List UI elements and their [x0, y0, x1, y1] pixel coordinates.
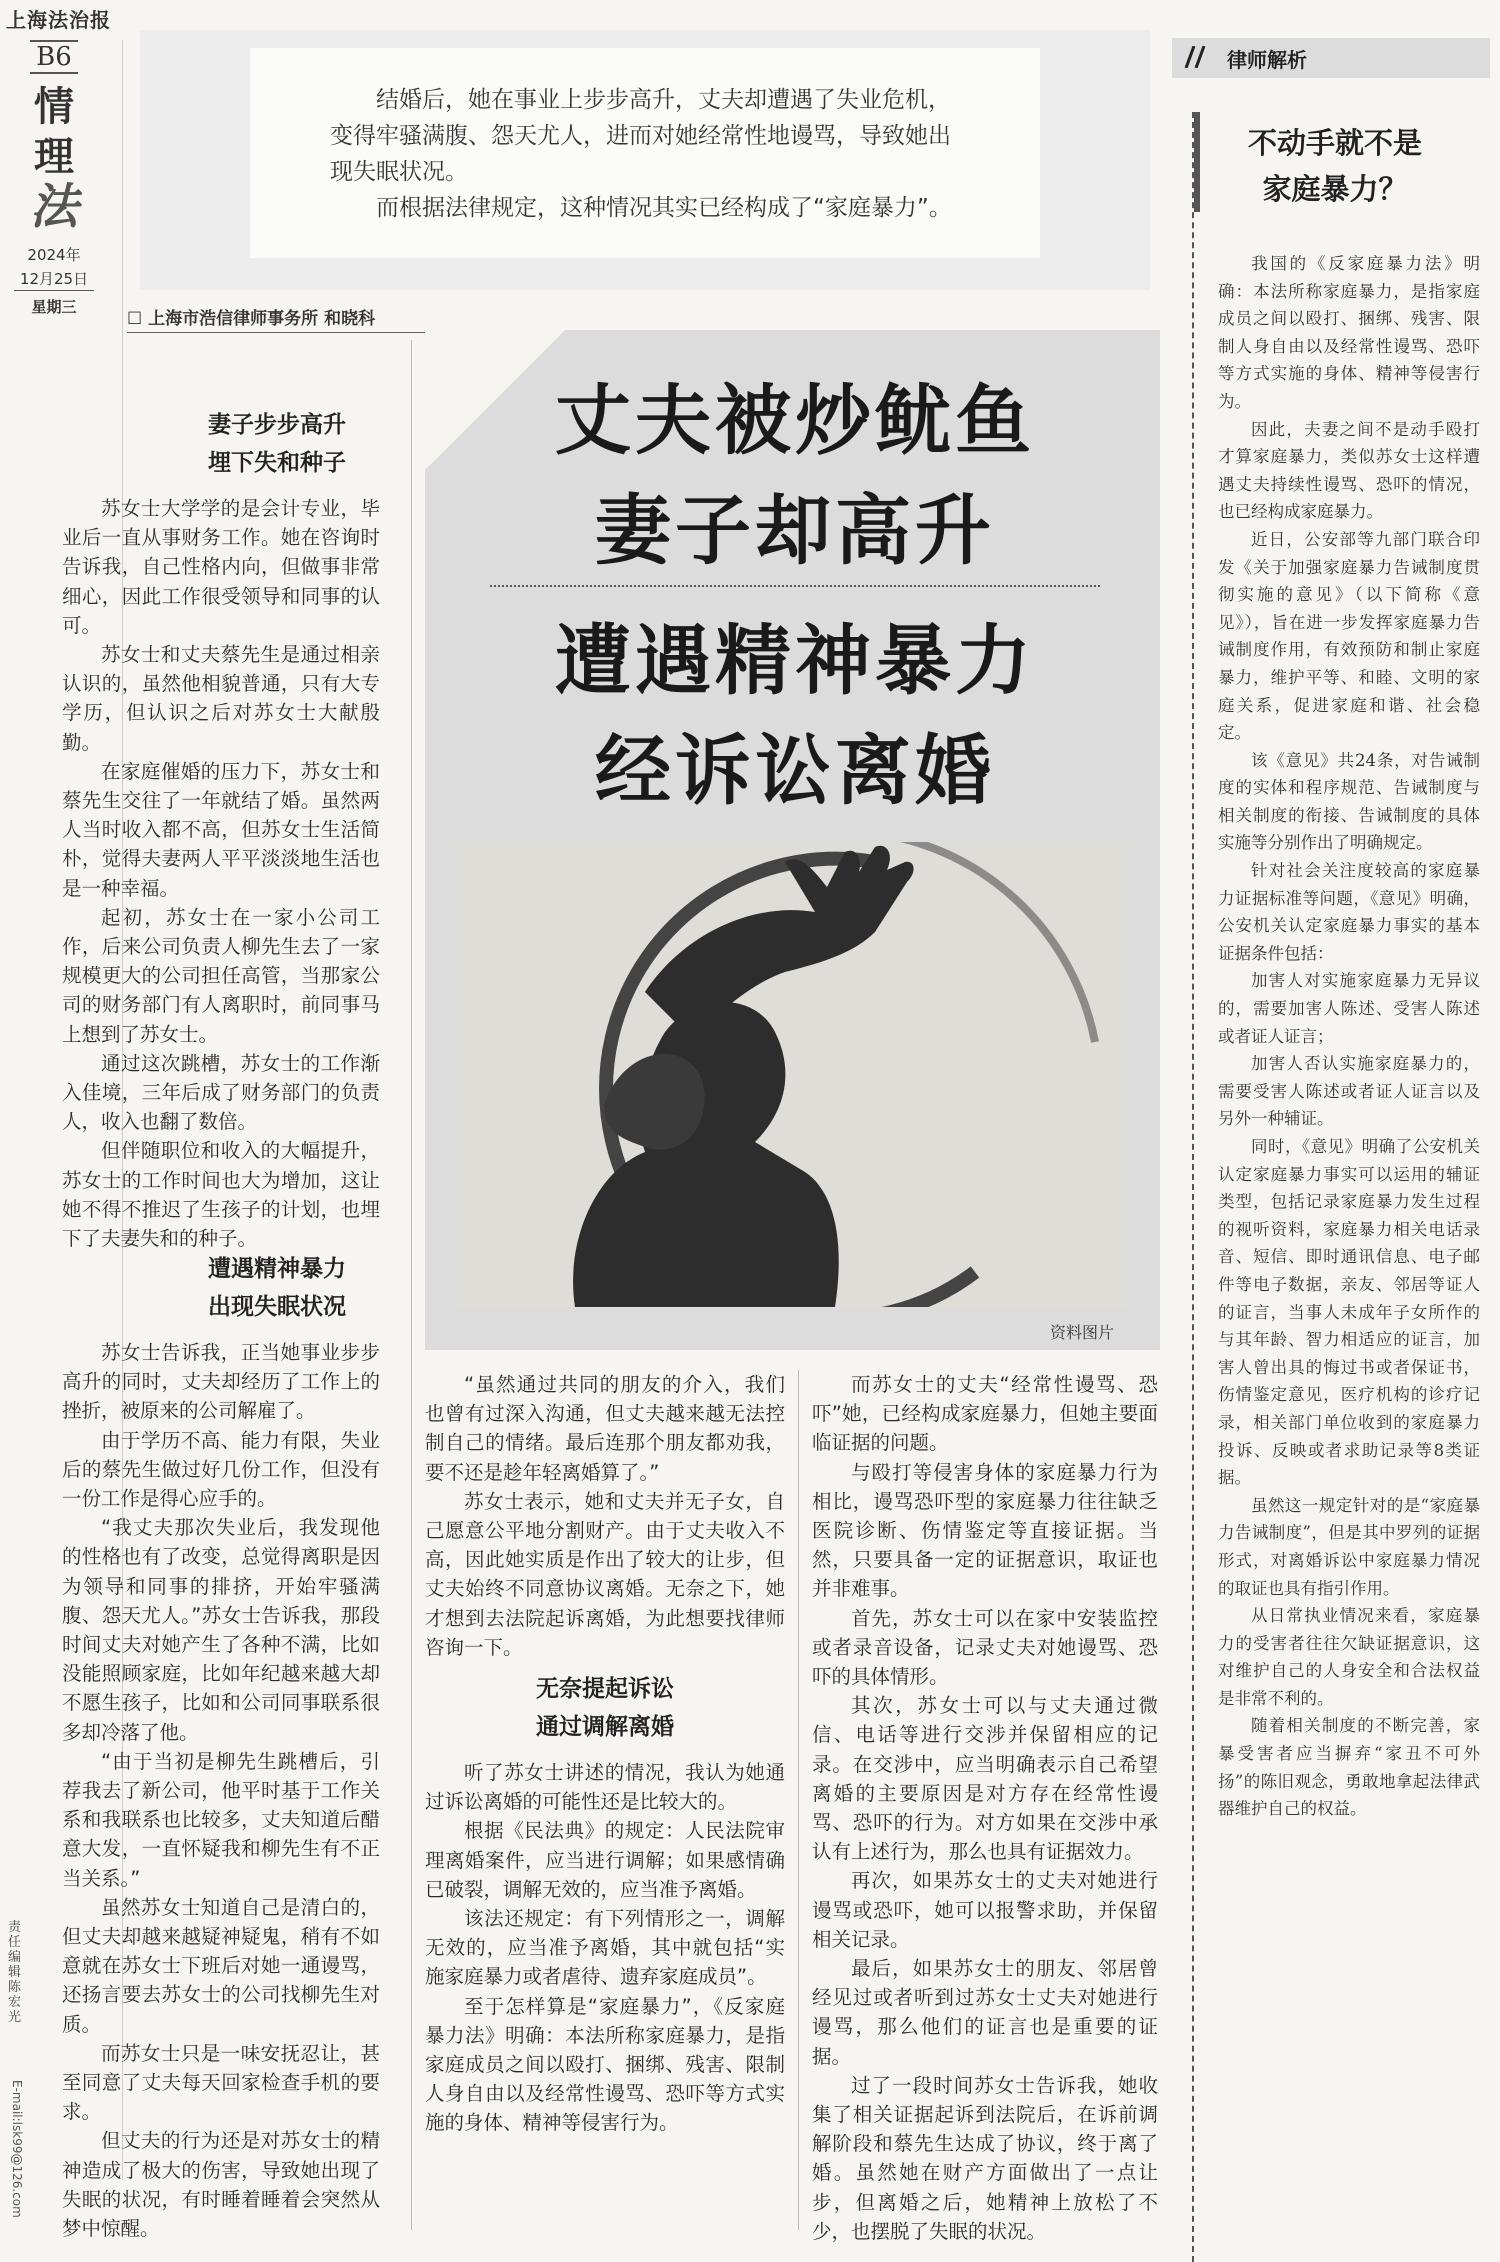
lead-text [330, 82, 970, 226]
sidebar-paragraph: 近日，公安部等九部门联合印发《关于加强家庭暴力告诫制度贯彻实施的意见》（以下简称《意见》），旨在进一步发挥家庭暴力告诫制度作用，有效预防和制止家庭暴力，维护平等、和睦、文明的家庭关系，促进家庭和谐、社会稳定。 [1218, 529, 1480, 743]
page-number: B6 [30, 40, 78, 74]
section-subhead-1 [132, 406, 422, 482]
sidebar-paragraph: 加害人对实施家庭暴力无异议的，需要加害人陈述、受害人陈述或者证人证言； [1218, 971, 1480, 1046]
sidebar-paragraph: 因此，夫妻之间不是动手殴打才算家庭暴力，类似苏女士这样遭遇丈夫持续性谩骂、恐吓的情况，也已经构成家庭暴力。 [1218, 419, 1480, 522]
column-name [26, 82, 82, 235]
body-paragraph: 但丈夫的行为还是对苏女士的精神造成了极大的伤害，导致她出现了失眠的状况，有时睡着睡着会突然从梦中惊醒。 [62, 2129, 380, 2241]
body-paragraph: 在家庭催婚的压力下，苏女士和蔡先生交往了一年就结了婚。虽然两人当时收入都不高，但苏女士生活简朴，觉得夫妻两人平平淡淡地生活也是一种幸福。 [62, 759, 380, 900]
editor-email: E-mail:lsk99@126.com [10, 2080, 24, 2218]
column-name-char: 情 [34, 83, 74, 130]
date-month-day: 12月25日 [14, 268, 94, 291]
sidebar-title-line: 家庭暴力？ [1262, 172, 1408, 206]
body-paragraph: 而苏女士只是一味安抚忍让，甚至同意了丈夫每天回家检查手机的要求。 [62, 2041, 380, 2124]
section-subhead-3 [425, 1670, 785, 1746]
lead-paragraph: 而根据法律规定，这种情况其实已经构成了“家庭暴力”。 [376, 195, 952, 221]
subhead-line: 无奈提起诉讼 [536, 1676, 674, 1702]
slash-marks-icon [1180, 46, 1212, 68]
sidebar-paragraph: 虽然这一规定针对的是“家庭暴力告诫制度”，但是其中罗列的证据形式，对离婚诉讼中家庭暴力情况的取证也具有指引作用。 [1218, 1495, 1480, 1598]
article-column-2b [425, 1758, 785, 2138]
sidebar-title-line: 不动手就不是 [1247, 126, 1422, 160]
subhead-line: 妻子步步高升 [208, 412, 346, 438]
editor-credit: 责任编辑 陈宏光 [8, 1920, 22, 2025]
body-paragraph: 苏女士和丈夫蔡先生是通过相亲认识的，虽然他相貌普通，只有大专学历，但认识之后对苏女士大献殷勤。 [62, 643, 380, 754]
body-paragraph: 通过这次跳槽，苏女士的工作渐入佳境，三年后成了财务部门的负责人，收入也翻了数倍。 [62, 1051, 380, 1134]
body-paragraph: 其次，苏女士可以与丈夫通过微信、电话等进行交涉并保留相应的记录。在交涉中，应当明确表示自己希望离婚的主要原因是对方存在经常性谩骂、恐吓的行为。对方如果在交涉中承认有上述行为，那么也具有证据效力。 [812, 1694, 1158, 1864]
illustration-photo [455, 842, 1128, 1307]
tag-label: 律师解析 [1227, 48, 1307, 72]
subhead-line: 埋下失和种子 [208, 450, 346, 476]
sidebar-body [1218, 250, 1480, 1823]
body-paragraph: 再次，如果苏女士的丈夫对她进行谩骂或恐吓，她可以报警求助，并保留相关记录。 [812, 1869, 1158, 1951]
byline-rule [127, 332, 425, 333]
column-divider [411, 340, 412, 2230]
headline-line: 丈夫被炒鱿鱼 [555, 376, 1035, 465]
sidebar-paragraph: 同时，《意见》明确了公安机关认定家庭暴力事实可以运用的辅证类型，包括记录家庭暴力发生过程的视听资料，家庭暴力相关电话录音、短信、即时通讯信息、电子邮件等电子数据，亲友、邻居等证人的证言，当事人未成年子女所作的与其年龄、智力相适应的证言，加害人曾出具的悔过书或者保证书，伤情鉴定意见，医疗机构的诊疗记录，相关部门单位收到的家庭暴力投诉、反映或者求助记录等8类证据。 [1218, 1137, 1480, 1488]
sidebar-paragraph: 我国的《反家庭暴力法》明确：本法所称家庭暴力，是指家庭成员之间以殴打、捆绑、残害、限制人身自由以及经常性谩骂、恐吓等方式实施的身体、精神等侵害行为。 [1218, 254, 1480, 411]
body-paragraph: 首先，苏女士可以在家中安装监控或者录音设备，记录丈夫对她谩骂、恐吓的具体情形。 [812, 1606, 1158, 1689]
body-paragraph: “由于当初是柳先生跳槽后，引荐我去了新公司，他平时基于工作关系和我联系也比较多，丈夫知道后醋意大发，一直怀疑我和柳先生有不正当关系。” [62, 1749, 380, 1890]
sidebar-paragraph: 针对社会关注度较高的家庭暴力证据标准等问题，《意见》明确，公安机关认定家庭暴力事实的基本证据条件包括： [1218, 861, 1480, 963]
body-paragraph: 听了苏女士讲述的情况，我认为她通过诉讼离婚的可能性还是比较大的。 [425, 1761, 785, 1814]
headline-line: 遭遇精神暴力 [555, 616, 1035, 705]
article-column-1b [62, 1338, 380, 2243]
body-paragraph: 但伴随职位和收入的大幅提升，苏女士的工作时间也大为增加，这让她不得不推迟了生孩子的计划，也埋下了夫妻失和的种子。 [62, 1139, 380, 1251]
sidebar-title [1200, 120, 1470, 212]
body-paragraph: “我丈夫那次失业后，我发现他的性格也有了改变，总觉得离职是因为领导和同事的排挤，开始牢骚满腹、怨天尤人。”苏女士告诉我，那段时间丈夫对她产生了各种不满，比如没能照顾家庭，比如年纪越来越大却不愿生孩子，比如和公司同事联系很多却冷落了他。 [62, 1516, 380, 1744]
masthead-logo: 上海法治报 [6, 8, 111, 32]
lawyer-analysis-tag [1172, 38, 1490, 78]
body-paragraph: 苏女士大学学的是会计专业，毕业后一直从事财务工作。她在咨询时告诉我，自己性格内向，但做事非常细心，因此工作很受领导和同事的认可。 [62, 497, 380, 637]
covering-face-illustration [455, 842, 1128, 1307]
body-paragraph: 该法还规定：有下列情形之一，调解无效的，应当准予离婚，其中就包括“实施家庭暴力或者虐待、遗弃家庭成员”。 [425, 1907, 785, 1989]
body-paragraph: 苏女士表示，她和丈夫并无子女，自己愿意公平地分割财产。由于丈夫收入不高，因此她实质是作出了较大的让步，但丈夫始终不同意协议离婚。无奈之下，她才想到去法院起诉离婚，为此想要找律师咨询一下。 [425, 1489, 785, 1659]
body-paragraph: 苏女士告诉我，正当她事业步步高升的同时，丈夫却经历了工作上的挫折，被原来的公司解雇了。 [62, 1341, 380, 1423]
section-subhead-2 [132, 1250, 422, 1326]
date-year: 2024年 [27, 246, 81, 264]
subhead-line: 出现失眠状况 [208, 1294, 346, 1320]
photo-caption: 资料图片 [1050, 1323, 1115, 1342]
body-paragraph: 由于学历不高、能力有限，失业后的蔡先生做过好几份工作，但没有一份工作是得心应手的。 [62, 1428, 380, 1511]
body-paragraph: 虽然苏女士知道自己是清白的，但丈夫却越来越疑神疑鬼，稍有不如意就在苏女士下班后对她一通谩骂，还扬言要去苏女士的公司找柳先生对质。 [62, 1895, 380, 2036]
body-paragraph: 至于怎样算是“家庭暴力”，《反家庭暴力法》明确：本法所称家庭暴力，是指家庭成员之间以殴打、捆绑、残害、限制人身自由以及经常性谩骂、恐吓等方式实施的身体、精神等侵害行为。 [425, 1994, 785, 2135]
sidebar-paragraph: 从日常执业情况来看，家庭暴力的受害者往往欠缺证据意识，这对维护自己的人身安全和合法权益是非常不利的。 [1218, 1606, 1480, 1708]
column-name-char: 理 [34, 133, 74, 180]
weekday: 星期三 [31, 298, 77, 316]
article-column-1a [62, 494, 380, 1253]
body-paragraph: 最后，如果苏女士的朋友、邻居曾经见过或者听到过苏女士丈夫对她进行谩骂，那么他们的证言也是重要的证据。 [812, 1957, 1158, 2068]
body-paragraph: 与殴打等侵害身体的家庭暴力行为相比，谩骂恐吓型的家庭暴力往往缺乏医院诊断、伤情鉴定等直接证据。当然，只要具备一定的证据意识，取证也并非难事。 [812, 1460, 1158, 1601]
byline: ☐ 上海市浩信律师事务所 和晓科 [127, 309, 376, 329]
subhead-line: 通过调解离婚 [536, 1714, 674, 1740]
body-paragraph: 起初，苏女士在一家小公司工作，后来公司负责人柳先生去了一家规模更大的公司担任高管，当那家公司的财务部门有人离职时，前同事马上想到了苏女士。 [62, 905, 380, 1046]
body-paragraph: 过了一段时间苏女士告诉我，她收集了相关证据起诉到法院后，在诉前调解阶段和蔡先生达成了协议，终于离了婚。虽然她在财产方面做出了一点让步，但离婚之后，她精神上放松了不少，也摆脱了失眠的状况。 [812, 2073, 1158, 2243]
body-paragraph: 根据《民法典》的规定：人民法院审理离婚案件，应当进行调解；如果感情确已破裂，调解无效的，应当准予离婚。 [425, 1819, 785, 1901]
headline-line: 经诉讼离婚 [595, 726, 995, 815]
article-column-2a [425, 1370, 785, 1662]
headline-divider [490, 585, 1100, 587]
sidebar-paragraph: 加害人否认实施家庭暴力的，需要受害人陈述或者证人证言以及另外一种辅证。 [1218, 1054, 1480, 1129]
subhead-line: 遭遇精神暴力 [208, 1256, 346, 1282]
article-column-3 [812, 1370, 1158, 2246]
column-name-brush-char: 法 [29, 179, 78, 235]
headline-line: 妻子却高升 [595, 486, 995, 575]
lead-paragraph: 结婚后，她在事业上步步高升，丈夫却遭遇了失业危机，变得牢骚满腹、怨天尤人，进而对她经常性地谩骂，导致她出现失眠状况。 [330, 87, 951, 185]
sidebar-paragraph: 该《意见》共24条，对告诫制度的实体和程序规范、告诫制度与相关制度的衔接、告诫制度的具体实施等分别作出了明确规定。 [1218, 750, 1480, 853]
body-paragraph: “虽然通过共同的朋友的介入，我们也曾有过深入沟通，但丈夫越来越无法控制自己的情绪。最后连那个朋友都劝我，要不还是趁年轻离婚算了。” [425, 1373, 785, 1484]
body-paragraph: 而苏女士的丈夫“经常性谩骂、恐吓”她，已经构成家庭暴力，但她主要面临证据的问题。 [812, 1373, 1158, 1455]
column-divider [798, 1370, 799, 2230]
sidebar-paragraph: 随着相关制度的不断完善，家暴受害者应当摒弃“家丑不可外扬”的陈旧观念，勇敢地拿起法律武器维护自己的权益。 [1218, 1716, 1480, 1819]
